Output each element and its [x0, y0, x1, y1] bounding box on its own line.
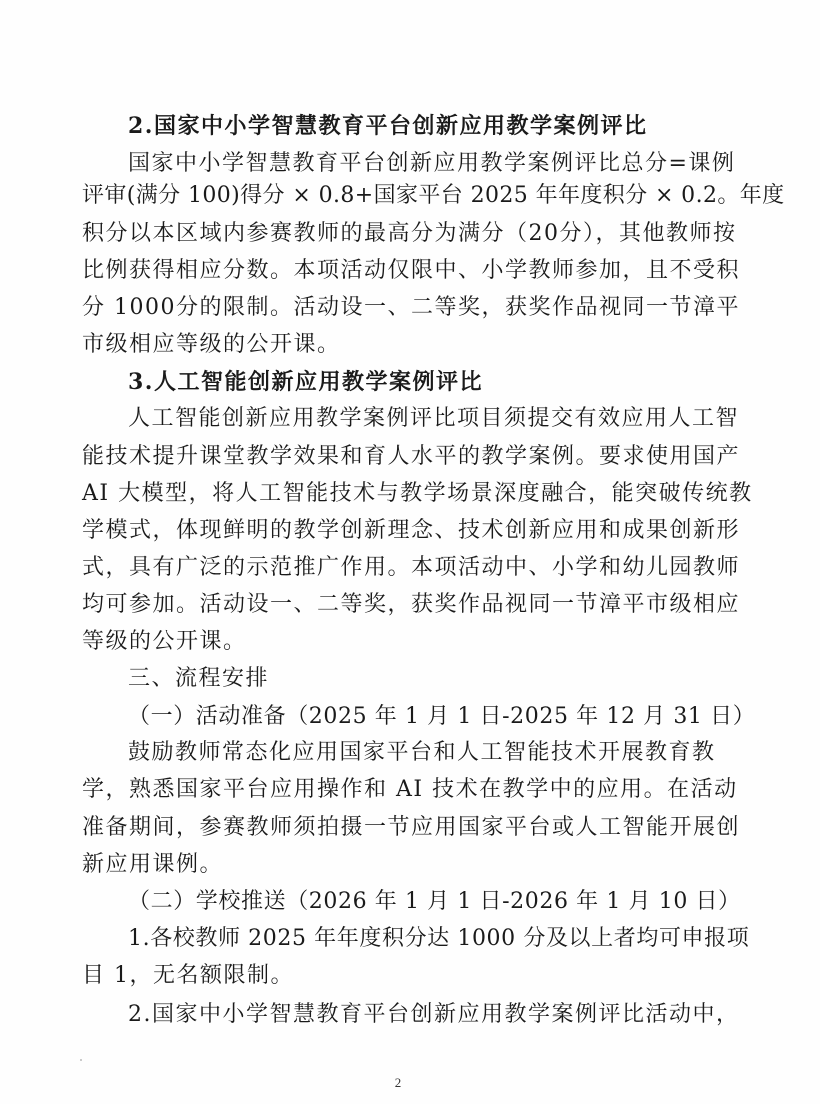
paragraph-line: 学模式，体现鲜明的教学创新理念、技术创新应用和成果创新形: [82, 518, 741, 543]
subsection-heading: （二）学校推送（2026 年 1 月 1 日-2026 年 1 月 10 日）: [128, 889, 741, 914]
paragraph-line: 分 1000分的限制。活动设一、二等奖，获奖作品视同一节漳平: [82, 295, 740, 320]
paragraph-line: AI 大模型，将人工智能技术与教学场景深度融合，能突破传统教: [82, 481, 753, 506]
heading-item-3: 3.人工智能创新应用教学案例评比: [128, 369, 483, 395]
subsection-heading: （一）活动准备（2025 年 1 月 1 日-2025 年 12 月 31 日）: [128, 704, 756, 729]
paragraph-line: 国家中小学智慧教育平台创新应用教学案例评比总分=课例: [128, 151, 736, 176]
paragraph-line: 比例获得相应分数。本项活动仅限中、小学教师参加，且不受积: [82, 258, 741, 283]
paragraph-line: 均可参加。活动设一、二等奖，获奖作品视同一节漳平市级相应: [82, 592, 741, 617]
paragraph-line: 能技术提升课堂教学效果和育人水平的教学案例。要求使用国产: [82, 444, 741, 469]
paragraph-line: 学，熟悉国家平台应用操作和 AI 技术在教学中的应用。在活动: [82, 777, 738, 802]
paragraph-line: 准备期间，参赛教师须拍摄一节应用国家平台或人工智能开展创: [82, 815, 741, 840]
paragraph-line: 新应用课例。: [82, 852, 224, 877]
section-heading: 三、流程安排: [128, 666, 270, 691]
heading-item-2: 2.国家中小学智慧教育平台创新应用教学案例评比: [128, 113, 648, 139]
scan-speck: [80, 1059, 82, 1061]
paragraph-line: 等级的公开课。: [82, 629, 247, 654]
paragraph-line: 2.国家中小学智慧教育平台创新应用教学案例评比活动中，: [128, 1002, 740, 1027]
paragraph-line: 积分以本区域内参赛教师的最高分为满分（20分），其他教师按: [82, 221, 737, 246]
paragraph-line: 1.各校教师 2025 年年度积分达 1000 分及以上者均可申报项: [128, 926, 750, 951]
paragraph-line: 目 1，无名额限制。: [82, 963, 294, 988]
paragraph-line: 鼓励教师常态化应用国家平台和人工智能技术开展教育教: [128, 740, 716, 765]
paragraph-line: 人工智能创新应用教学案例评比项目须提交有效应用人工智: [128, 406, 740, 431]
paragraph-line: 评审(满分 100)得分 × 0.8+国家平台 2025 年年度积分 × 0.2。年度: [82, 183, 785, 208]
paragraph-line: 式，具有广泛的示范推广作用。本项活动中、小学和幼儿园教师: [82, 555, 741, 580]
page-number: 2: [394, 1075, 402, 1090]
paragraph-line: 市级相应等级的公开课。: [82, 332, 341, 357]
